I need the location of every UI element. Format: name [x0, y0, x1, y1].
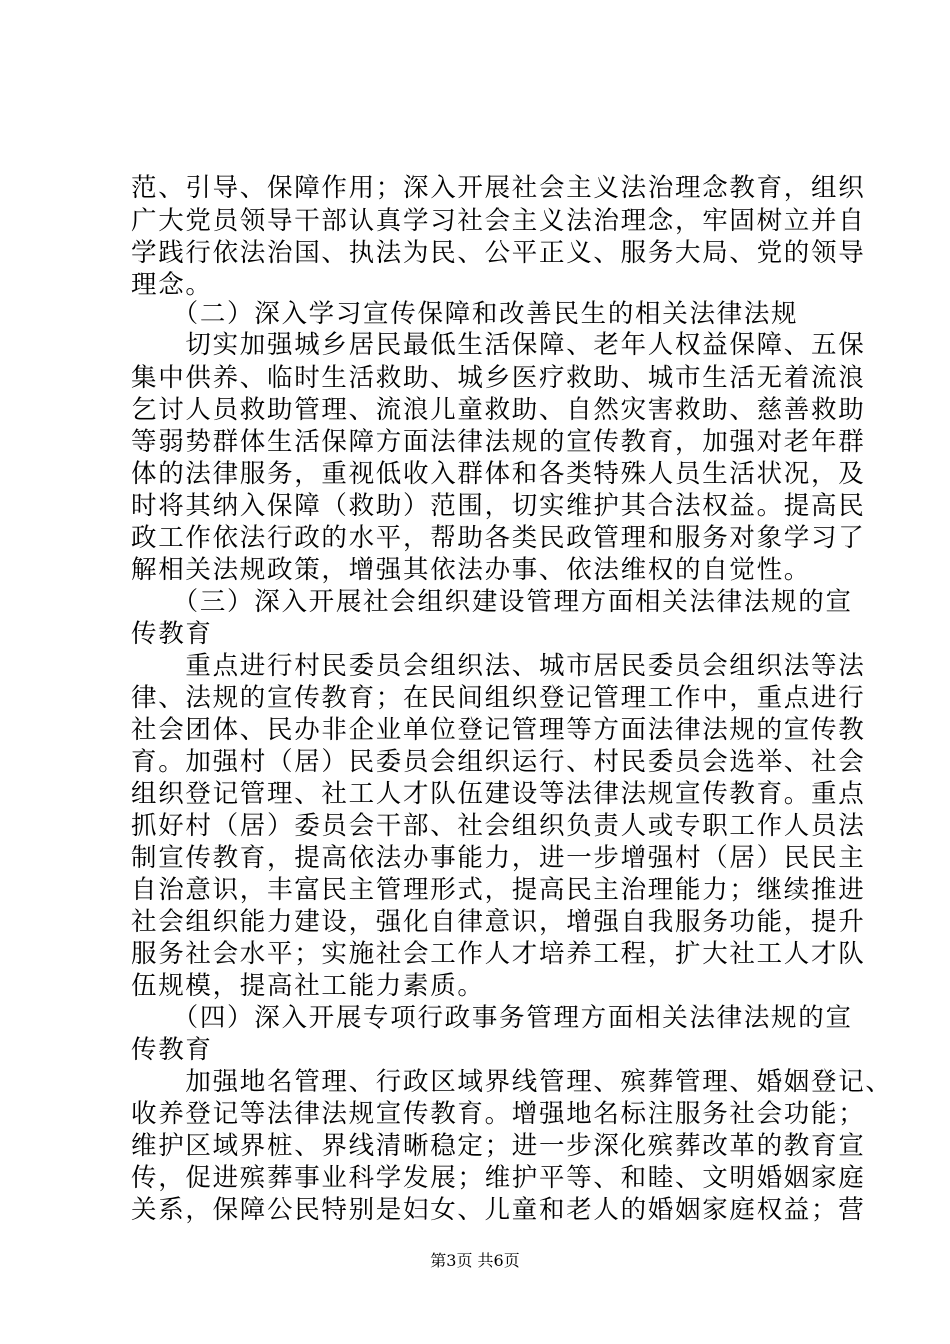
body-text-line: 关系，保障公民特别是妇女、儿童和老人的婚姻家庭权益；营 [131, 1195, 866, 1225]
body-text-line: 集中供养、临时生活救助、城乡医疗救助、城市生活无着流浪 [131, 363, 866, 393]
section-heading: （二）深入学习宣传保障和改善民生的相关法律法规 [131, 299, 799, 329]
page-number-footer: 第3页 共6页 [430, 1251, 520, 1270]
body-text-line: 体的法律服务，重视低收入群体和各类特殊人员生活状况，及 [131, 459, 866, 489]
section-heading: （三）深入开展社会组织建设管理方面相关法律法规的宣 [131, 587, 853, 617]
body-text-line: 切实加强城乡居民最低生活保障、老年人权益保障、五保 [131, 330, 866, 360]
body-text-line: 政工作依法行政的水平，帮助各类民政管理和服务对象学习了 [131, 523, 866, 553]
body-text-line: 育。加强村（居）民委员会组织运行、村民委员会选举、社会 [131, 747, 866, 777]
body-text-line: 传，促进殡葬事业科学发展；维护平等、和睦、文明婚姻家庭 [131, 1163, 866, 1193]
body-text-line: 范、引导、保障作用；深入开展社会主义法治理念教育，组织 [131, 173, 866, 203]
body-text-line: 自治意识，丰富民主管理形式，提高民主治理能力；继续推进 [131, 875, 866, 905]
section-heading: 传教育 [131, 619, 213, 649]
body-text-line: 维护区域界桩、界线清晰稳定；进一步深化殡葬改革的教育宣 [131, 1131, 866, 1161]
section-heading: （四）深入开展专项行政事务管理方面相关法律法规的宣 [131, 1003, 853, 1033]
body-text-line: 社会团体、民办非企业单位登记管理等方面法律法规的宣传教 [131, 715, 866, 745]
body-text-line: 解相关法规政策，增强其依法办事、依法维权的自觉性。 [131, 555, 812, 585]
body-text-line: 等弱势群体生活保障方面法律法规的宣传教育，加强对老年群 [131, 427, 866, 457]
body-text-line: 抓好村（居）委员会干部、社会组织负责人或专职工作人员法 [131, 811, 866, 841]
body-text-line: 收养登记等法律法规宣传教育。增强地名标注服务社会功能； [131, 1099, 866, 1129]
body-text-line: 学践行依法治国、执法为民、公平正义、服务大局、党的领导 [131, 238, 866, 268]
body-text-line: 律、法规的宣传教育；在民间组织登记管理工作中，重点进行 [131, 683, 866, 713]
body-text-line: 伍规模，提高社工能力素质。 [131, 971, 485, 1001]
body-text-line: 组织登记管理、社工人才队伍建设等法律法规宣传教育。重点 [131, 779, 866, 809]
body-text-line: 重点进行村民委员会组织法、城市居民委员会组织法等法 [131, 651, 866, 681]
body-text-line: 理念。 [131, 270, 213, 300]
body-text-line: 时将其纳入保障（救助）范围，切实维护其合法权益。提高民 [131, 491, 866, 521]
body-text-line: 加强地名管理、行政区域界线管理、殡葬管理、婚姻登记、 [131, 1067, 893, 1097]
body-text-line: 服务社会水平；实施社会工作人才培养工程，扩大社工人才队 [131, 939, 866, 969]
body-text-line: 乞讨人员救助管理、流浪儿童救助、自然灾害救助、慈善救助 [131, 395, 866, 425]
body-text-line: 社会组织能力建设，强化自律意识，增强自我服务功能，提升 [131, 907, 866, 937]
body-text-line: 制宣传教育，提高依法办事能力，进一步增强村（居）民民主 [131, 843, 866, 873]
section-heading: 传教育 [131, 1035, 213, 1065]
body-text-line: 广大党员领导干部认真学习社会主义法治理念，牢固树立并自 [131, 206, 866, 236]
